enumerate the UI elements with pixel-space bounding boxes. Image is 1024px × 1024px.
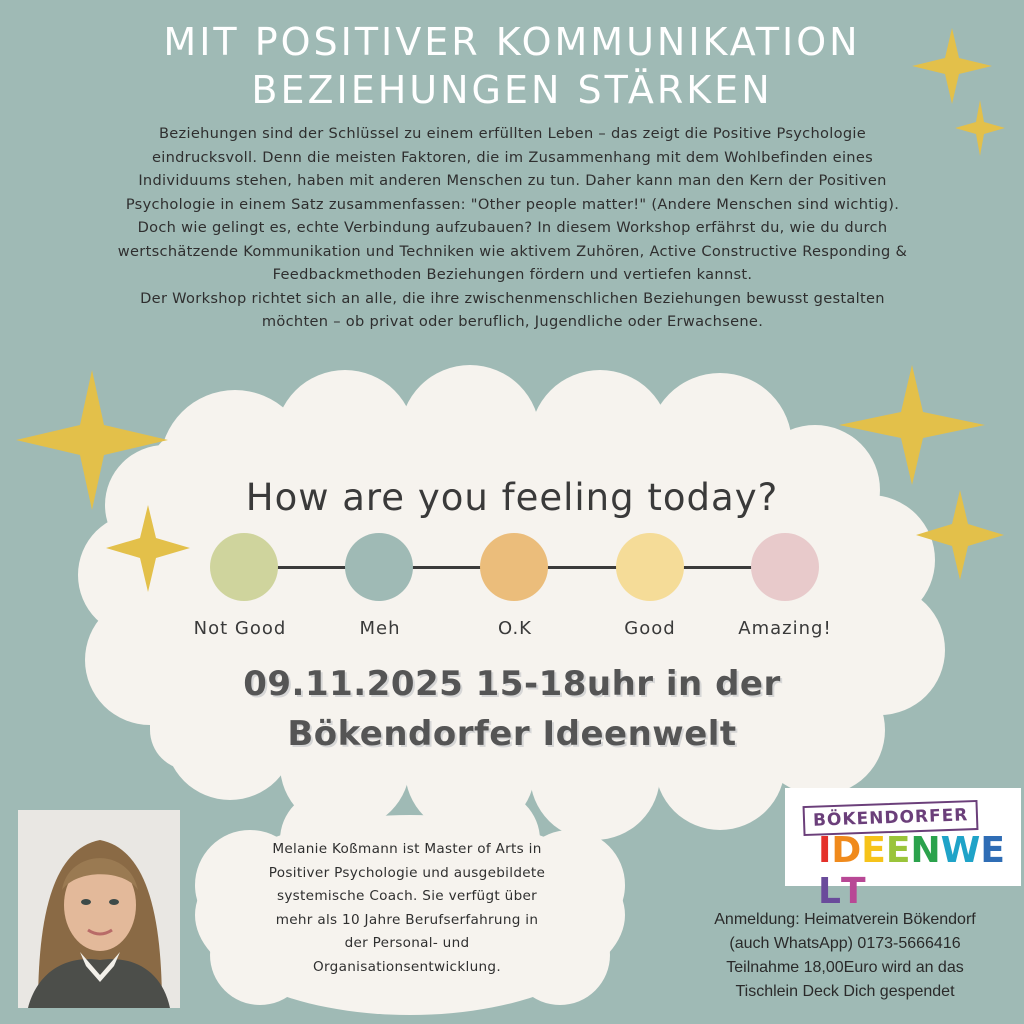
mood-dot-ok: [480, 533, 548, 601]
mood-dot-not-good: [210, 533, 278, 601]
event-location: Bökendorfer Ideenwelt: [287, 714, 737, 754]
bio-line: der Personal- und: [344, 935, 470, 951]
registration-line: Teilnahme 18,00Euro wird an das: [726, 959, 964, 976]
logo-letter: W: [940, 830, 981, 871]
mood-label-not-good: Not Good: [193, 618, 287, 639]
bio-line: Positiver Psychologie und ausgebildete: [268, 864, 546, 881]
feeling-question: How are you feeling today?: [245, 476, 779, 519]
logo-letter: T: [840, 871, 866, 912]
title-line-2: BEZIEHUNGEN STÄRKEN: [251, 68, 773, 112]
intro-line: Doch wie gelingt es, echte Verbindung aufzubauen? In diesem Workshop erfährst du, wie du durch: [137, 219, 888, 236]
intro-text: [55, 122, 970, 334]
mood-dot-good: [616, 533, 684, 601]
intro-line: Individuums stehen, haben mit anderen Menschen zu tun. Daher kann man den Kern der Positiven: [138, 172, 887, 189]
event-date-time: 09.11.2025 15-18uhr in der: [243, 664, 781, 704]
title-line-1: MIT POSITIVER KOMMUNIKATION: [163, 20, 861, 64]
bio-line: Organisationsentwicklung.: [313, 958, 501, 975]
logo-letter: I: [818, 830, 832, 871]
page-title: [0, 18, 1024, 114]
coach-photo: [18, 810, 180, 1008]
registration-line: (auch WhatsApp) 0173-5666416: [729, 935, 961, 952]
logo-letter: E: [980, 830, 1005, 871]
intro-line: eindrucksvoll. Denn die meisten Faktoren, die im Zusammenhang mit dem Wohlbefinden eines: [151, 148, 874, 166]
bio-line: mehr als 10 Jahre Berufserfahrung in: [275, 911, 539, 928]
intro-line: Psychologie in einem Satz zusammenfassen: "Other people matter!" (Andere Menschen sind wichtig).: [125, 195, 900, 213]
logo-bottom-text: [818, 830, 1024, 912]
intro-line: Beziehungen sind der Schlüssel zu einem erfüllten Leben – das zeigt die Positive Psychologie: [158, 125, 867, 142]
intro-line: wertschätzende Kommunikation und Techniken wie aktivem Zuhören, Active Constructive Responding &: [117, 242, 908, 260]
logo-letter: N: [910, 830, 941, 871]
logo-top-text: BÖKENDORFER: [803, 800, 979, 836]
mood-dot-meh: [345, 533, 413, 601]
registration-line: Anmeldung: Heimatverein Bökendorf: [714, 911, 976, 928]
registration-info: [670, 908, 1020, 1004]
mood-dot-amazing: [751, 533, 819, 601]
intro-line: Feedbackmethoden Beziehungen fördern und vertiefen kannst.: [272, 266, 753, 283]
mood-label-meh: Meh: [359, 618, 401, 639]
intro-line: Der Workshop richtet sich an alle, die ihre zwischenmenschlichen Beziehungen bewusst gestalten: [140, 289, 885, 307]
logo-letter: E: [861, 830, 886, 871]
intro-line: möchten – ob privat oder beruflich, Jugendliche oder Erwachsene.: [261, 313, 764, 330]
logo-letter: L: [818, 871, 841, 912]
feeling-cloud: [78, 365, 945, 840]
coach-bio: [232, 838, 582, 979]
bio-line: systemische Coach. Sie verfügt über: [276, 888, 538, 904]
logo-letter: E: [885, 830, 911, 871]
mood-label-good: Good: [624, 618, 676, 639]
mood-label-ok: O.K: [498, 618, 532, 639]
bio-line: Melanie Koßmann ist Master of Arts in: [272, 841, 542, 857]
registration-line: Tischlein Deck Dich gespendet: [735, 983, 955, 1000]
logo-letter: D: [831, 830, 862, 871]
mood-label-amazing: Amazing!: [738, 618, 832, 639]
